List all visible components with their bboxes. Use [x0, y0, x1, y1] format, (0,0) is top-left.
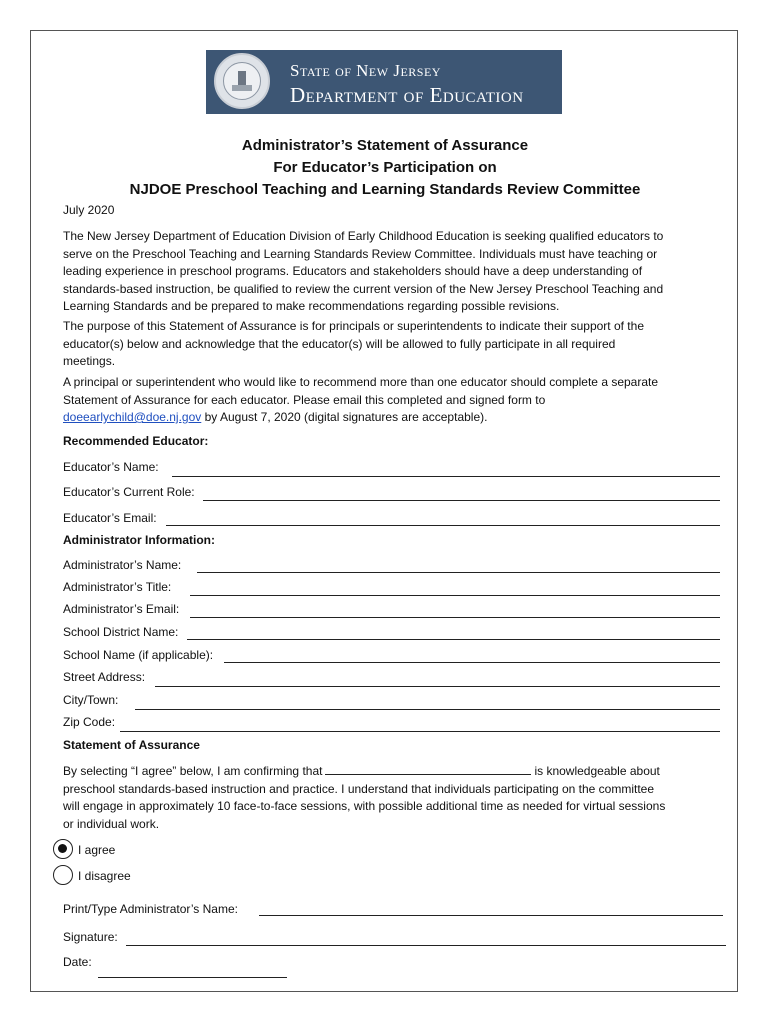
zip-code-label: Zip Code: — [63, 715, 116, 729]
assurance-text-post: is knowledgeable about — [534, 764, 660, 778]
assurance-paragraph — [63, 762, 713, 833]
banner-department-text: Department of Education — [290, 83, 524, 107]
admin-name-label: Administrator’s Name: — [63, 558, 182, 572]
doc-title-line3: NJDOE Preschool Teaching and Learning Standards Review Committee — [129, 181, 641, 198]
paragraph-line: Statement of Assurance for each educator. Please email this completed and signed form to — [63, 392, 546, 407]
agree-label: I agree — [78, 843, 116, 857]
nj-doe-logo-banner — [206, 50, 562, 114]
city-town-label: City/Town: — [63, 693, 119, 707]
signature-label: Signature: — [63, 930, 118, 944]
educator-name-field[interactable] — [172, 476, 720, 477]
zip-code-field[interactable] — [120, 731, 720, 732]
paragraph-line: serve on the Preschool Teaching and Learning Standards Review Committee. Individuals must have teaching or — [63, 246, 658, 261]
street-address-label: Street Address: — [63, 670, 146, 684]
statement-of-assurance-heading: Statement of Assurance — [63, 738, 200, 752]
doc-title-line1: Administrator’s Statement of Assurance — [241, 137, 529, 154]
educator-name-blank[interactable] — [325, 762, 531, 775]
district-name-field[interactable] — [187, 639, 720, 640]
date-label: Date: — [63, 955, 92, 969]
educator-role-label: Educator’s Current Role: — [63, 485, 195, 499]
paragraph-line: leading experience in preschool programs. Educators and stakeholders should have a deep understanding of — [63, 264, 643, 278]
educator-email-field[interactable] — [166, 525, 720, 526]
city-town-field[interactable] — [135, 709, 720, 710]
educator-role-field[interactable] — [203, 500, 720, 501]
assurance-text-pre: By selecting “I agree” below, I am confirming that — [63, 764, 323, 778]
agree-radio[interactable] — [53, 839, 73, 859]
signature-field[interactable] — [126, 945, 726, 946]
paragraph-line: A principal or superintendent who would like to recommend more than one educator should complete a separate — [63, 375, 659, 389]
admin-title-label: Administrator’s Title: — [63, 580, 172, 594]
paragraph-line: Learning Standards and be prepared to make recommendations regarding possible revisions. — [63, 299, 560, 313]
recommended-educator-heading: Recommended Educator: — [63, 434, 209, 448]
school-name-field[interactable] — [224, 662, 720, 663]
doc-title-line2: For Educator’s Participation on — [273, 159, 497, 176]
paragraph-line: educator(s) below and acknowledge that the educator(s) will be allowed to fully participate in all required — [63, 336, 616, 351]
street-address-field[interactable] — [155, 686, 720, 687]
school-name-label: School Name (if applicable): — [63, 648, 214, 662]
banner-state-text: State of New Jersey — [290, 61, 441, 80]
admin-title-field[interactable] — [190, 595, 720, 596]
paragraph-line: The New Jersey Department of Education Division of Early Childhood Education is seeking qualified educators to — [63, 229, 664, 243]
nj-state-seal-icon — [214, 53, 270, 109]
email-link[interactable]: doeearlychild@doe.nj.gov — [63, 410, 202, 424]
educator-name-label: Educator’s Name: — [63, 460, 159, 474]
intro-paragraph — [63, 228, 713, 316]
paragraph-line: meetings. — [63, 354, 116, 368]
educator-email-label: Educator’s Email: — [63, 511, 157, 525]
disagree-radio[interactable] — [53, 865, 73, 885]
admin-email-label: Administrator’s Email: — [63, 602, 180, 616]
paragraph-line: or individual work. — [63, 816, 160, 831]
admin-email-field[interactable] — [190, 617, 720, 618]
print-name-label: Print/Type Administrator’s Name: — [63, 902, 238, 916]
admin-name-field[interactable] — [197, 572, 720, 573]
print-name-field[interactable] — [259, 915, 723, 916]
purpose-paragraph — [63, 318, 713, 371]
paragraph-line: preschool standards-based instruction and practice. I understand that individuals participating on the committee — [63, 781, 655, 796]
district-name-label: School District Name: — [63, 625, 179, 639]
deadline-text: by August 7, 2020 (digital signatures are acceptable). — [201, 410, 488, 424]
date-field[interactable] — [98, 977, 287, 978]
paragraph-line: standards-based instruction, be qualified to review the current version of the New Jersey Preschool Teaching and — [63, 281, 664, 296]
paragraph-line: will engage in approximately 10 face-to-face sessions, with possible additional time as needed for virtual sessions — [63, 799, 666, 813]
paragraph-line: The purpose of this Statement of Assurance is for principals or superintendents to indicate their support of the — [63, 319, 644, 333]
instructions-paragraph — [63, 374, 713, 427]
disagree-label: I disagree — [78, 869, 131, 883]
administrator-info-heading: Administrator Information: — [63, 533, 215, 547]
doc-date: July 2020 — [63, 203, 115, 217]
